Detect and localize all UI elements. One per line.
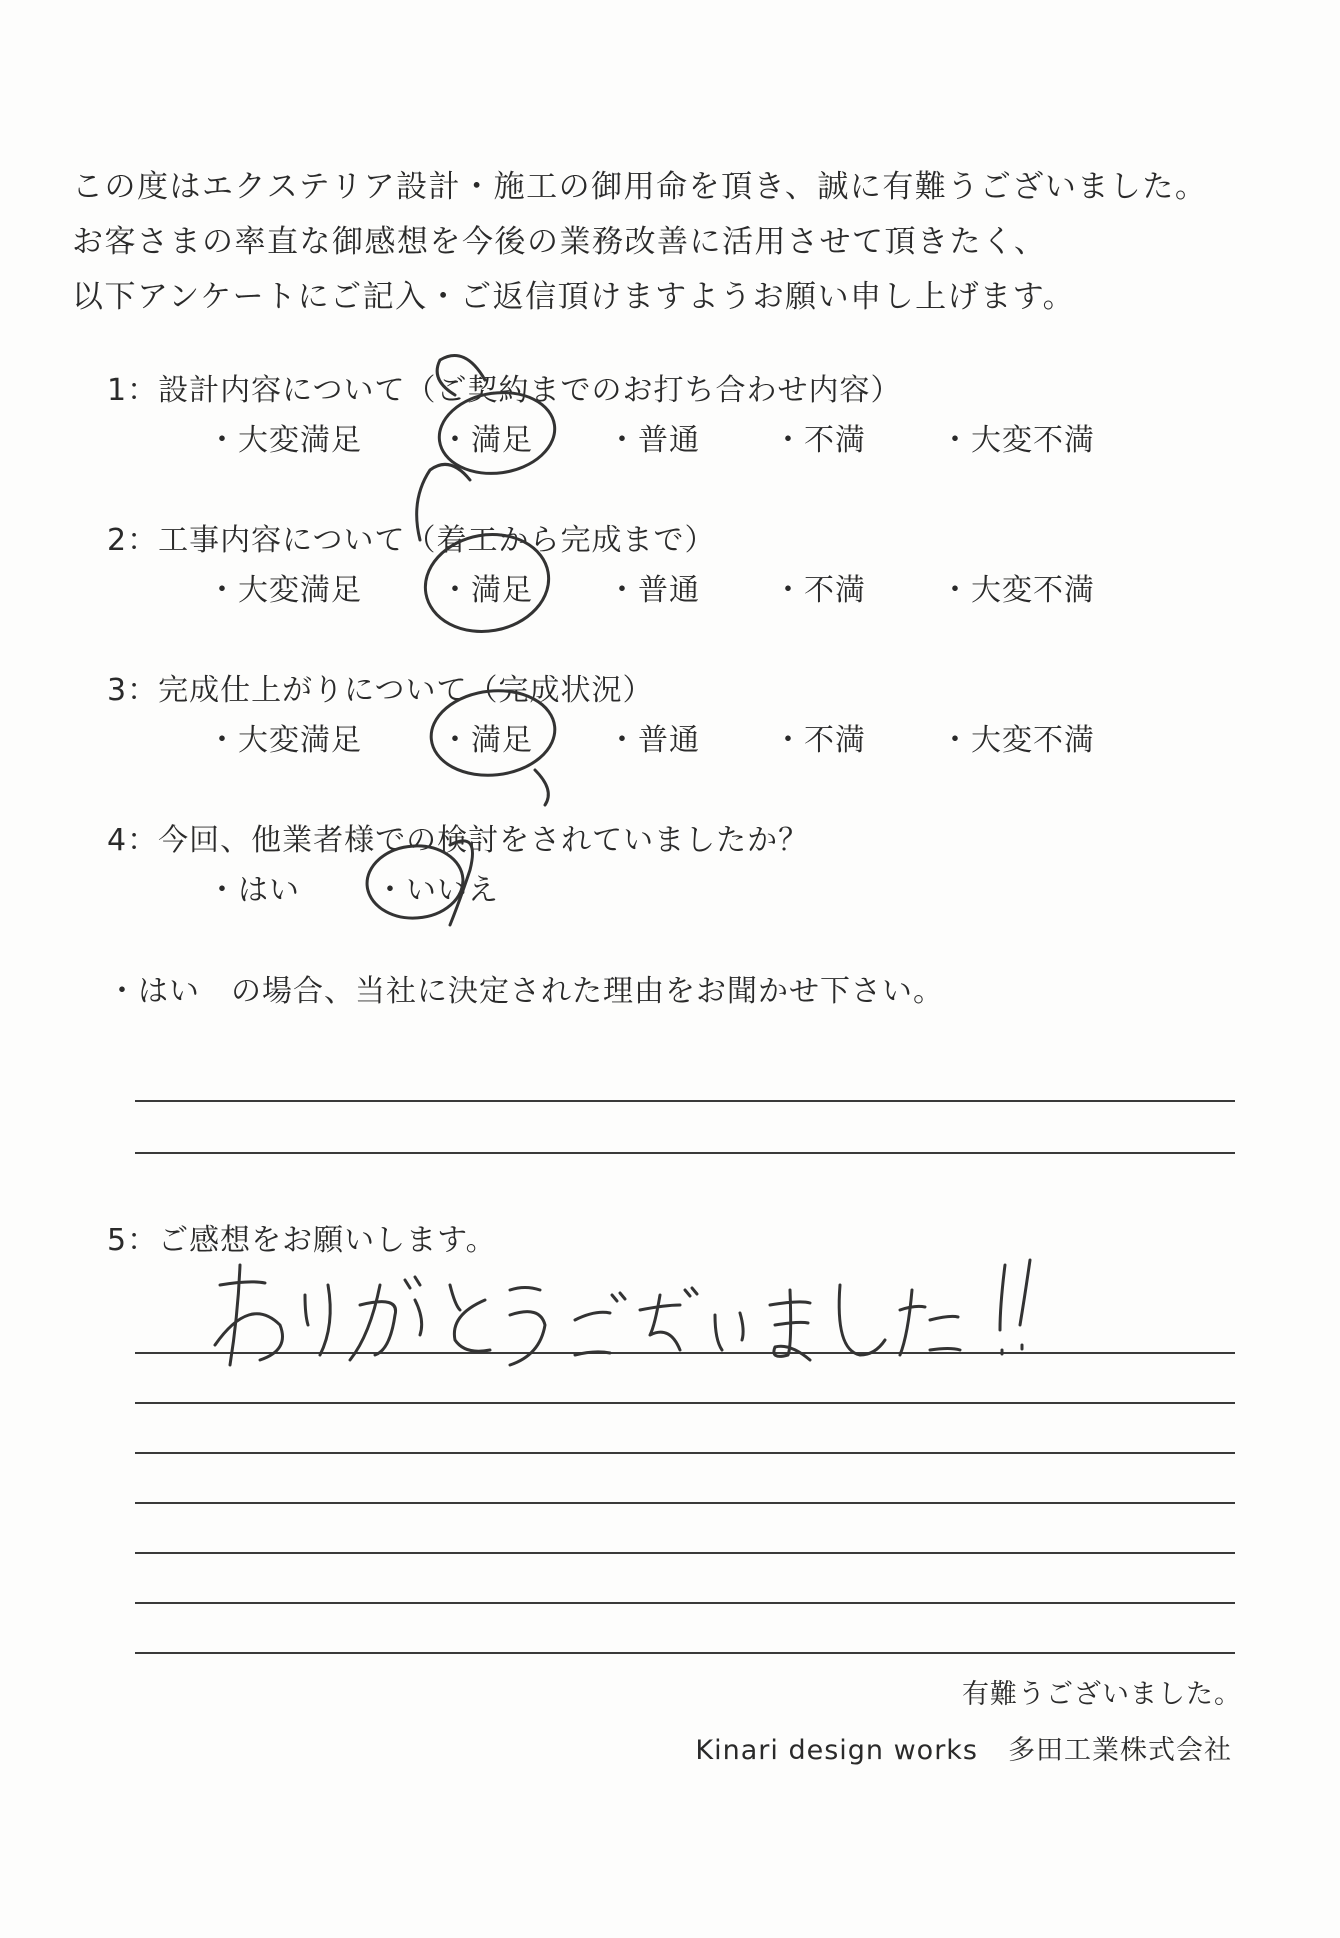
question-3-options bbox=[0, 715, 1340, 758]
company-name: 多田工業株式会社 bbox=[1008, 1735, 1232, 1766]
question-2-options bbox=[0, 565, 1340, 608]
comment-answer-line[interactable] bbox=[135, 1502, 1235, 1504]
intro-text bbox=[72, 160, 1207, 325]
q1-option-dissatisfied[interactable]: ・不満 bbox=[773, 423, 866, 458]
q2-option-dissatisfied[interactable]: ・不満 bbox=[773, 573, 866, 608]
question-4-label: 4：今回、他業者様での検討をされていましたか？ bbox=[107, 823, 810, 858]
q3-circle-tail bbox=[535, 770, 548, 805]
q2-option-very-satisfied[interactable]: ・大変満足 bbox=[207, 573, 362, 608]
intro-line-2: お客さまの率直な御感想を今後の業務改善に活用させて頂きたく、 bbox=[72, 224, 1047, 260]
question-2-label: 2：工事内容について（着工から完成まで） bbox=[107, 523, 716, 558]
q2-option-satisfied[interactable]: ・満足 bbox=[440, 573, 533, 608]
brand-name: Kinari design works bbox=[695, 1735, 978, 1766]
question-1-label: 1：設計内容について（ご契約までのお打ち合わせ内容） bbox=[107, 373, 902, 408]
comment-answer-line[interactable] bbox=[135, 1452, 1235, 1454]
reason-answer-line[interactable] bbox=[135, 1100, 1235, 1102]
reason-answer-line[interactable] bbox=[135, 1152, 1235, 1154]
question-5-label: 5：ご感想をお願いします。 bbox=[107, 1223, 497, 1258]
q1-option-very-satisfied[interactable]: ・大変満足 bbox=[207, 423, 362, 458]
reason-prompt: ・はい の場合、当社に決定された理由をお聞かせ下さい。 bbox=[107, 974, 944, 1009]
comment-answer-line[interactable] bbox=[135, 1552, 1235, 1554]
q3-option-satisfied[interactable]: ・満足 bbox=[440, 723, 533, 758]
q2-option-average[interactable]: ・普通 bbox=[607, 573, 700, 608]
question-3-label: 3：完成仕上がりについて（完成状況） bbox=[107, 673, 654, 708]
q2-option-very-dissatisfied[interactable]: ・大変不満 bbox=[940, 573, 1095, 608]
q3-option-average[interactable]: ・普通 bbox=[607, 723, 700, 758]
q4-option-no[interactable]: ・いいえ bbox=[375, 873, 499, 908]
company-signature bbox=[695, 1728, 1232, 1767]
closing-thanks: 有難うございました。 bbox=[962, 1679, 1242, 1710]
q4-option-yes[interactable]: ・はい bbox=[207, 873, 300, 908]
q1-option-average[interactable]: ・普通 bbox=[607, 423, 700, 458]
q3-option-very-satisfied[interactable]: ・大変満足 bbox=[207, 723, 362, 758]
question-4-options bbox=[0, 865, 1340, 908]
q3-option-very-dissatisfied[interactable]: ・大変不満 bbox=[940, 723, 1095, 758]
q1-option-satisfied[interactable]: ・満足 bbox=[440, 423, 533, 458]
q1-option-very-dissatisfied[interactable]: ・大変不満 bbox=[940, 423, 1095, 458]
comment-answer-line[interactable] bbox=[135, 1402, 1235, 1404]
comment-answer-line[interactable] bbox=[135, 1602, 1235, 1604]
q3-option-dissatisfied[interactable]: ・不満 bbox=[773, 723, 866, 758]
handwritten-comment bbox=[210, 1255, 1080, 1375]
intro-line-3: 以下アンケートにご記入・ご返信頂けますようお願い申し上げます。 bbox=[72, 279, 1076, 315]
comment-answer-line[interactable] bbox=[135, 1652, 1235, 1654]
question-1-options bbox=[0, 415, 1340, 458]
intro-line-1: この度はエクステリア設計・施工の御用命を頂き、誠に有難うございました。 bbox=[72, 169, 1208, 205]
